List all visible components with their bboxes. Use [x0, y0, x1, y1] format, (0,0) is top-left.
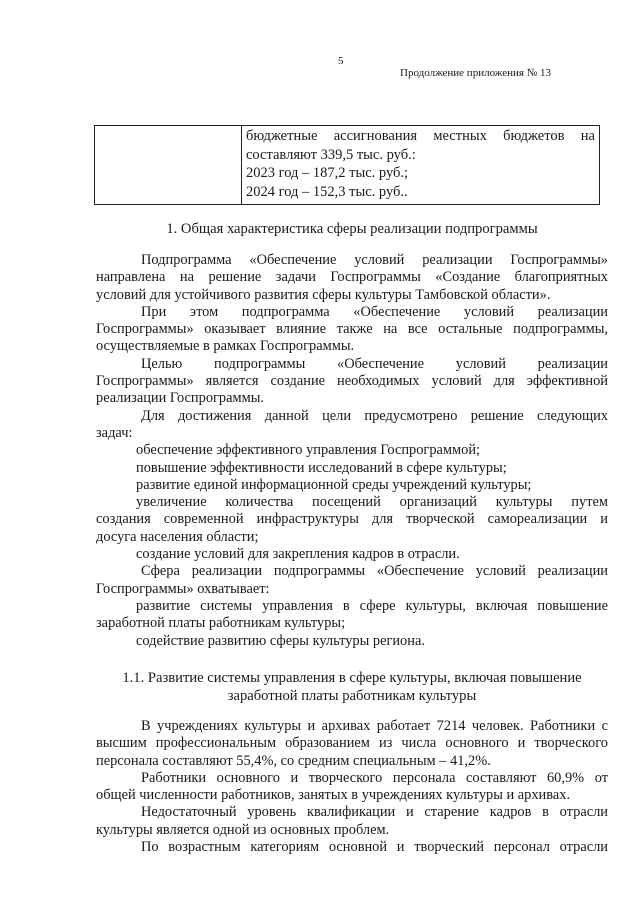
list-item: повышение эффективности исследований в сфере культуры;	[136, 459, 507, 476]
text-line: общей численности работников, занятых в учреждениях культуры и архивах.	[96, 787, 571, 804]
text-line: Госпрограммы» охватывает:	[96, 580, 270, 597]
table-line: 2024 год – 152,3 тыс. руб..	[246, 183, 408, 200]
text-line: Работники основного и творческого персонала составляют 60,9% от	[141, 769, 608, 786]
text-line: высшим профессиональным образованием из числа основного и творческого	[96, 735, 608, 752]
text-line: Для достижения данной цели предусмотрено решение следующих	[141, 407, 608, 424]
table-line: составляют 339,5 тыс. руб.:	[246, 146, 416, 163]
list-item: содействие развитию сферы культуры региона.	[136, 632, 425, 649]
table-line: бюджетные ассигнования местных бюджетов на	[246, 128, 595, 144]
list-item: развитие системы управления в сфере культуры, включая повышение	[136, 597, 608, 614]
heading-line: заработной платы работникам культуры	[227, 688, 477, 704]
paragraph-staff	[96, 718, 608, 856]
table-cell-funding	[242, 126, 600, 205]
appendix-label: Продолжение приложения № 13	[400, 67, 551, 79]
text-line: Подпрограмма «Обеспечение условий реализации Госпрограммы»	[141, 252, 608, 268]
text-line: культуры является одной из основных проблем.	[96, 821, 390, 838]
text-line: Недостаточный уровень квалификации и старение кадров в отрасли	[141, 804, 608, 821]
funding-table	[94, 125, 600, 205]
text-line: создания современной инфраструктуры для творческой самореализации и	[96, 511, 608, 528]
text-line: При этом подпрограмма «Обеспечение условий реализации	[141, 303, 608, 320]
heading-line: 1.1. Развитие системы управления в сфере культуры, включая повышение	[122, 670, 582, 686]
text-line: задач:	[96, 424, 133, 441]
text-line: осуществляемые в рамках Госпрограммы.	[96, 338, 355, 355]
table-row	[95, 126, 600, 205]
subsection-heading	[96, 669, 608, 705]
text-line: Госпрограммы» является создание необходимых условий для эффективной	[96, 373, 608, 390]
text-line: Целью подпрограммы «Обеспечение условий реализации	[141, 355, 608, 372]
section-heading: 1. Общая характеристика сферы реализации подпрограммы	[166, 221, 538, 237]
list-item: создание условий для закрепления кадров в отрасли.	[136, 546, 460, 563]
text-line: направлена на решение задачи Госпрограммы «Создание благоприятных	[96, 269, 608, 286]
text-line: Сфера реализации подпрограммы «Обеспечение условий реализации	[141, 563, 608, 580]
table-line: 2023 год – 187,2 тыс. руб.;	[246, 165, 409, 181]
text-line: Госпрограммы» оказывает влияние также на все остальные подпрограммы,	[96, 321, 608, 338]
text-line: реализации Госпрограммы.	[96, 390, 264, 407]
list-item: обеспечение эффективного управления Госпрограммой;	[136, 442, 481, 459]
list-item: развитие единой информационной среды учреждений культуры;	[136, 476, 532, 493]
text-line: персонала составляют 55,4%, со средним специальным – 41,2%.	[96, 752, 491, 769]
page-number: 5	[338, 55, 344, 67]
list-item: увеличение количества посещений организаций культуры путем	[136, 494, 608, 511]
text-line: условий для устойчивого развития сферы культуры Тамбовской области».	[96, 286, 551, 303]
table-cell-empty	[95, 126, 242, 205]
text-line: заработной платы работникам культуры;	[96, 615, 346, 632]
text-line: В учреждениях культуры и архивах работает 7214 человек. Работники с	[141, 718, 608, 734]
text-line: По возрастным категориям основной и творческий персонал отрасли	[141, 839, 608, 856]
paragraph-intro	[96, 252, 608, 650]
text-line: досуга населения области;	[96, 528, 259, 545]
